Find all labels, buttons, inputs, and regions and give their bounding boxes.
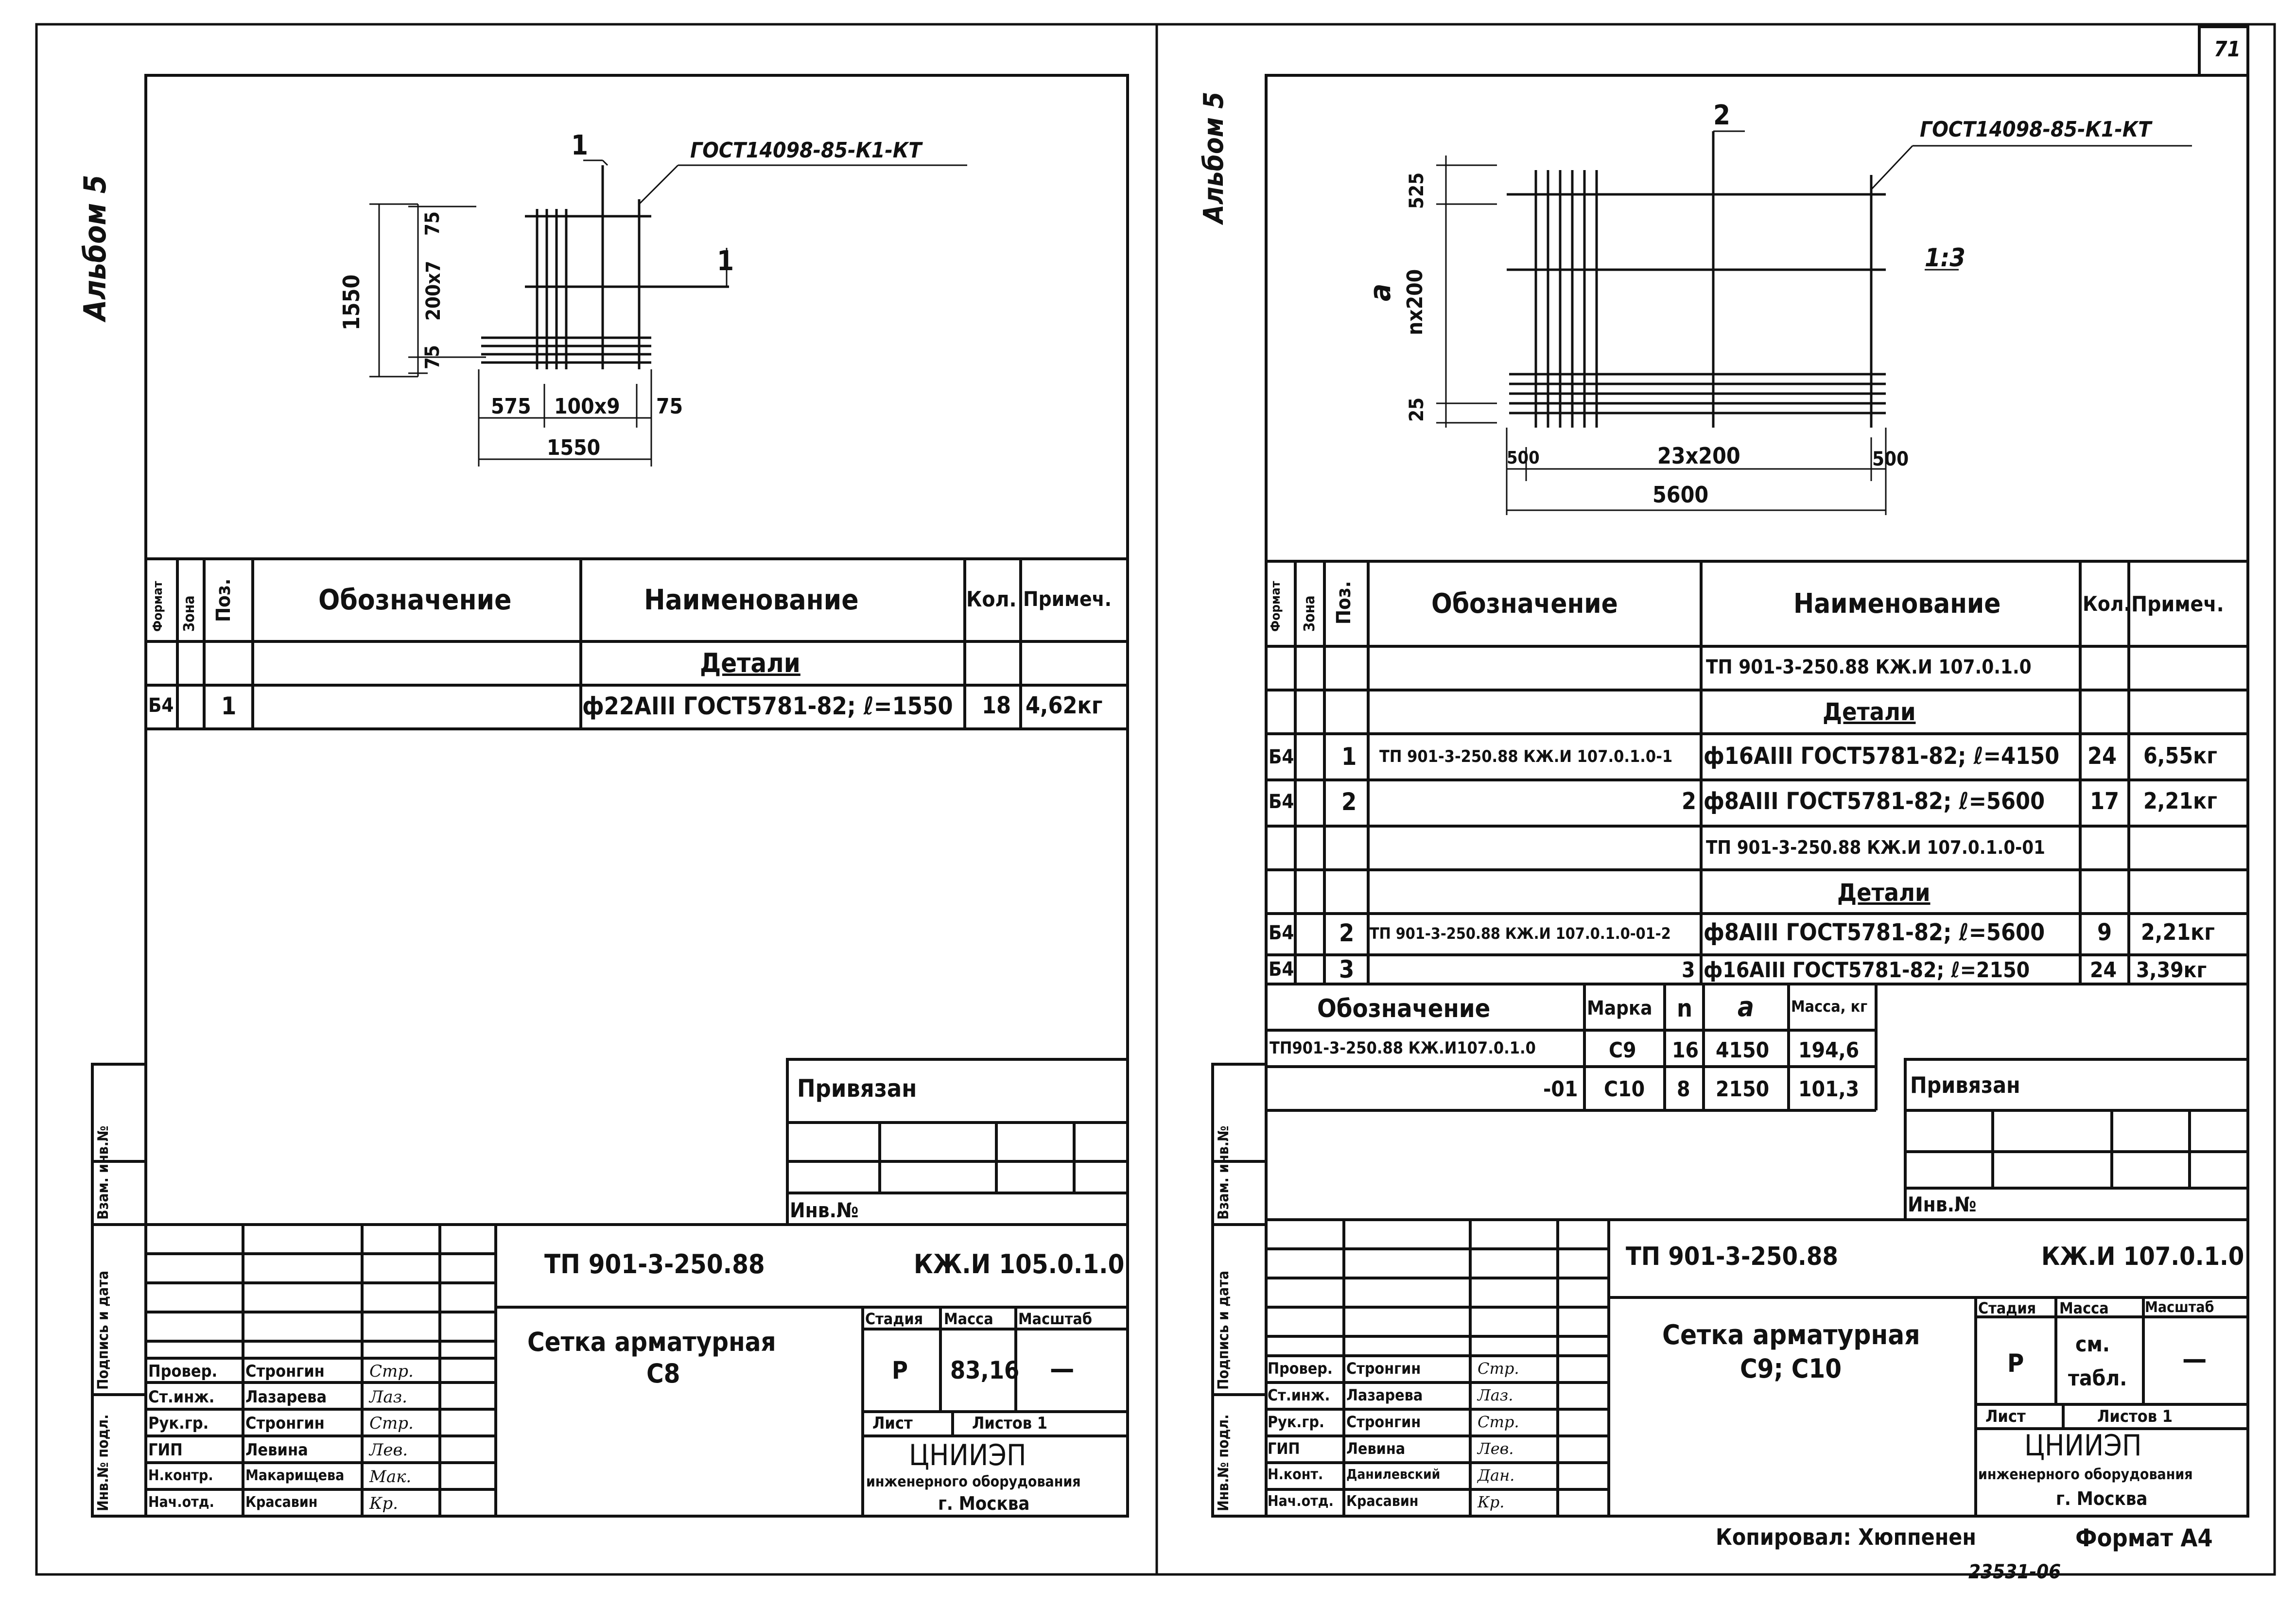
right-sign-2: Стр. [1478,1413,1519,1431]
left-frame [92,75,1128,1516]
right-row-2-note: 6,55кг [2143,743,2217,769]
left-callout-section: 1 [717,245,734,277]
left-tb-project: ТП 901-3-250.88 [544,1249,765,1279]
right-stamp-inv-orig: Инв.№ подл. [1215,1414,1232,1511]
left-row-note: 4,62кг [1026,692,1103,719]
left-tb-stage: Р [892,1356,908,1384]
left-sign-4: Мак. [369,1467,412,1486]
right-header-qty: Кол. [2083,592,2131,616]
right-role-2: Рук.гр. [1268,1413,1324,1431]
right-header-name: Наименование [1793,588,2001,620]
left-stamp-inv-orig: Инв.№ подл. [95,1414,112,1511]
left-tb-scale: — [1050,1353,1075,1385]
left-role-3: ГИП [148,1440,183,1460]
right-row-7-pos: 3 [1339,955,1355,984]
left-callout-pos: 1 [571,130,589,161]
left-tb-org2: инженерного оборудования [866,1473,1081,1490]
right-role-5: Нач.отд. [1268,1493,1334,1510]
marks-header-a: a [1738,991,1754,1023]
right-stamp-sign-date: Подпись и дата [1215,1270,1232,1390]
left-tb-stage-label: Стадия [865,1310,923,1328]
left-gost-label: ГОСТ14098-85-К1-КТ [690,138,922,163]
right-row-7-format: Б4 [1269,958,1294,981]
right-stamp-replace-inv: Взам. инв.№ [1215,1125,1232,1220]
left-header-name: Наименование [644,583,859,616]
right-row-5-name: Детали [1837,879,1931,907]
right-tb-org3: г. Москва [2056,1488,2148,1509]
marks-row-1-mark: С10 [1604,1077,1645,1102]
format-label: Формат А4 [2075,1524,2213,1552]
left-name-5: Красавин [245,1494,318,1511]
left-binding-title: Привязан [797,1074,917,1103]
marks-header-designation: Обозначение [1317,994,1491,1023]
right-gost-label: ГОСТ14098-85-К1-КТ [1920,117,2152,142]
right-slope-label: 1:3 [1925,243,1966,273]
right-tb-stage-label: Стадия [1978,1299,2036,1317]
right-tb-scale-label: Масштаб [2145,1299,2214,1316]
right-row-7-note: 3,39кг [2136,958,2207,983]
left-sign-0: Стр. [369,1362,414,1381]
left-dim-mid: 200х7 [422,260,445,321]
left-dim-bottom: 75 [421,345,444,369]
left-role-5: Нач.отд. [148,1494,214,1511]
right-name-1: Лазарева [1346,1386,1423,1404]
right-tb-mass-1: см. [2075,1332,2110,1357]
left-stamp-replace-inv: Взам. инв.№ [95,1125,112,1220]
left-row-format: Б4 [148,694,174,717]
marks-header-mark: Марка [1587,997,1652,1019]
right-tb-scale: — [2182,1344,2207,1375]
right-tb-org2: инженерного оборудования [1978,1466,2193,1483]
left-tb-org1: ЦНИИЭП [909,1438,1026,1472]
right-row-3-name: ф8АIII ГОСТ5781-82; ℓ=5600 [1704,788,2045,815]
right-sign-5: Кр. [1478,1493,1505,1511]
right-role-3: ГИП [1268,1439,1300,1458]
right-sign-1: Лаз. [1478,1386,1513,1404]
right-dim-left: 500 [1507,448,1540,468]
right-tb-title2: С9; С10 [1740,1353,1842,1384]
left-dim-span: 100х9 [554,394,620,419]
right-sign-3: Лев. [1478,1439,1514,1458]
right-header-designation: Обозначение [1431,588,1618,620]
left-album-label: Альбом 5 [77,174,113,321]
right-role-4: Н.конт. [1268,1466,1323,1483]
right-row-6-qty: 9 [2097,919,2112,946]
marks-row-0-a: 4150 [1716,1038,1770,1063]
marks-row-1-designation: -01 [1543,1077,1578,1102]
left-row-qty: 18 [982,692,1011,719]
left-dim-width-total: 1550 [547,435,601,460]
right-dim-bottom: 25 [1406,397,1428,422]
right-name-5: Красавин [1346,1493,1419,1510]
left-tb-title2: С8 [646,1358,680,1389]
marks-row-1-a: 2150 [1716,1077,1770,1102]
left-name-1: Лазарева [245,1387,327,1407]
marks-header-mass: Масса, кг [1791,997,1868,1016]
left-tb-sheets-label: Листов 1 [972,1414,1047,1433]
marks-row-0-mark: С9 [1609,1038,1636,1063]
right-role-1: Ст.инж. [1268,1386,1330,1404]
left-stamp-sign-date: Подпись и дата [95,1270,112,1390]
page-number: 71 [2214,37,2241,62]
left-header-pos: Поз. [212,578,235,622]
right-row-6-note: 2,21кг [2141,919,2215,945]
left-dim-height-total: 1550 [338,274,365,330]
right-row-2-format: Б4 [1269,746,1294,768]
right-tb-mass-label: Масса [2059,1299,2109,1317]
left-sign-2: Стр. [369,1414,414,1433]
left-name-0: Стронгин [245,1362,325,1381]
left-role-1: Ст.инж. [148,1387,215,1407]
archive-number: 23531-06 [1968,1561,2061,1583]
left-sign-1: Лаз. [369,1387,407,1407]
right-binding-title: Привязан [1910,1072,2020,1098]
right-row-3-designation: 2 [1682,788,1697,815]
right-row-2-pos: 1 [1341,743,1357,771]
right-name-0: Стронгин [1346,1359,1421,1378]
left-name-4: Макарищева [245,1467,345,1484]
right-dim-a: a [1363,283,1397,301]
right-row-6-designation: ТП 901-3-250.88 КЖ.И 107.0.1.0-01-2 [1370,924,1671,943]
marks-row-1-n: 8 [1677,1077,1690,1102]
right-mesh-drawing [1436,131,2192,515]
left-sign-3: Лев. [369,1440,408,1460]
marks-row-0-mass: 194,6 [1798,1038,1860,1063]
left-dim-top: 75 [421,211,444,236]
right-tb-mass-2: табл. [2068,1366,2127,1391]
right-callout-pos: 2 [1713,100,1731,131]
right-name-2: Стронгин [1346,1413,1421,1431]
left-name-2: Стронгин [245,1414,325,1433]
marks-header-n: n [1677,994,1693,1022]
right-row-3-note: 2,21кг [2143,788,2217,814]
right-header-note: Примеч. [2131,592,2224,617]
right-dim-top: 525 [1406,172,1428,209]
right-binding-inv: Инв.№ [1908,1192,1977,1216]
right-role-0: Провер. [1268,1359,1333,1378]
left-header-zone: Зона [181,595,198,632]
right-row-3-qty: 17 [2090,788,2120,815]
left-tb-mass-label: Масса [944,1310,993,1328]
marks-row-0-designation: ТП901-3-250.88 КЖ.И107.0.1.0 [1270,1038,1536,1058]
right-row-2-qty: 24 [2087,743,2117,770]
left-role-0: Провер. [148,1362,218,1381]
right-row-6-name: ф8АIII ГОСТ5781-82; ℓ=5600 [1704,919,2045,946]
right-tb-org1: ЦНИИЭП [2024,1429,2142,1463]
marks-row-1-mass: 101,3 [1798,1077,1860,1102]
right-tb-sheets-label: Листов 1 [2097,1407,2173,1426]
right-tb-stage: Р [2007,1349,2024,1378]
left-header-designation: Обозначение [318,583,512,616]
left-mesh-drawing [369,160,967,467]
right-row-7-designation: 3 [1682,958,1695,983]
left-tb-mass: 83,16 [950,1356,1020,1384]
right-name-4: Данилевский [1346,1466,1441,1482]
right-sign-4: Дан. [1478,1466,1515,1485]
right-row-7-qty: 24 [2090,958,2117,983]
left-tb-sheet-label: Лист [872,1414,913,1433]
left-name-3: Левина [245,1440,308,1460]
right-tb-title1: Сетка арматурная [1662,1319,1920,1351]
right-dim-right: 500 [1872,448,1909,470]
left-tb-org3: г. Москва [938,1493,1030,1514]
left-sign-5: Кр. [369,1494,398,1513]
right-frame [1213,27,2248,1516]
left-header-note: Примеч. [1023,587,1112,611]
right-sign-0: Стр. [1478,1359,1519,1378]
left-role-2: Рук.гр. [148,1414,209,1433]
right-header-zone: Зона [1301,595,1318,632]
left-spec-section: Детали [700,648,800,678]
right-row-2-name: ф16АIII ГОСТ5781-82; ℓ=4150 [1704,743,2060,770]
left-tb-code: КЖ.И 105.0.1.0 [914,1249,1125,1279]
right-header-format: Формат [1269,581,1283,632]
right-row-7-name: ф16АIII ГОСТ5781-82; ℓ=2150 [1704,958,2030,983]
right-row-2-designation: ТП 901-3-250.88 КЖ.И 107.0.1.0-1 [1379,747,1673,766]
left-role-4: Н.контр. [148,1467,213,1484]
left-header-format: Формат [151,581,165,632]
left-binding-inv: Инв.№ [790,1198,859,1222]
right-tb-code: КЖ.И 107.0.1.0 [2041,1242,2244,1271]
right-row-1-name: Детали [1823,698,1916,726]
right-row-0-name: ТП 901-3-250.88 КЖ.И 107.0.1.0 [1706,656,2032,678]
right-header-pos: Поз. [1333,581,1355,624]
marks-row-0-n: 16 [1672,1038,1699,1063]
left-tb-title1: Сетка арматурная [527,1327,776,1357]
right-row-6-pos: 2 [1339,919,1355,947]
right-row-3-format: Б4 [1269,791,1294,813]
right-row-3-pos: 2 [1341,788,1357,816]
right-album-label: Альбом 5 [1198,91,1230,224]
right-dim-width-total: 5600 [1652,482,1709,508]
left-row-pos: 1 [221,692,237,720]
right-row-4-name: ТП 901-3-250.88 КЖ.И 107.0.1.0-01 [1706,837,2045,858]
right-tb-project: ТП 901-3-250.88 [1626,1242,1838,1271]
right-dim-nx: nх200 [1403,269,1427,335]
right-name-3: Левина [1346,1439,1406,1458]
left-dim-left: 575 [491,394,531,419]
right-tb-sheet-label: Лист [1985,1407,2026,1426]
left-dim-right: 75 [656,394,683,419]
copied-by: Копировал: Хюппенен [1716,1524,1976,1550]
right-dim-span: 23х200 [1657,443,1740,469]
left-header-qty: Кол. [966,587,1017,612]
left-row-name: ф22АIII ГОСТ5781-82; ℓ=1550 [582,692,953,720]
right-row-6-format: Б4 [1269,922,1294,944]
left-tb-scale-label: Масштаб [1018,1310,1092,1328]
